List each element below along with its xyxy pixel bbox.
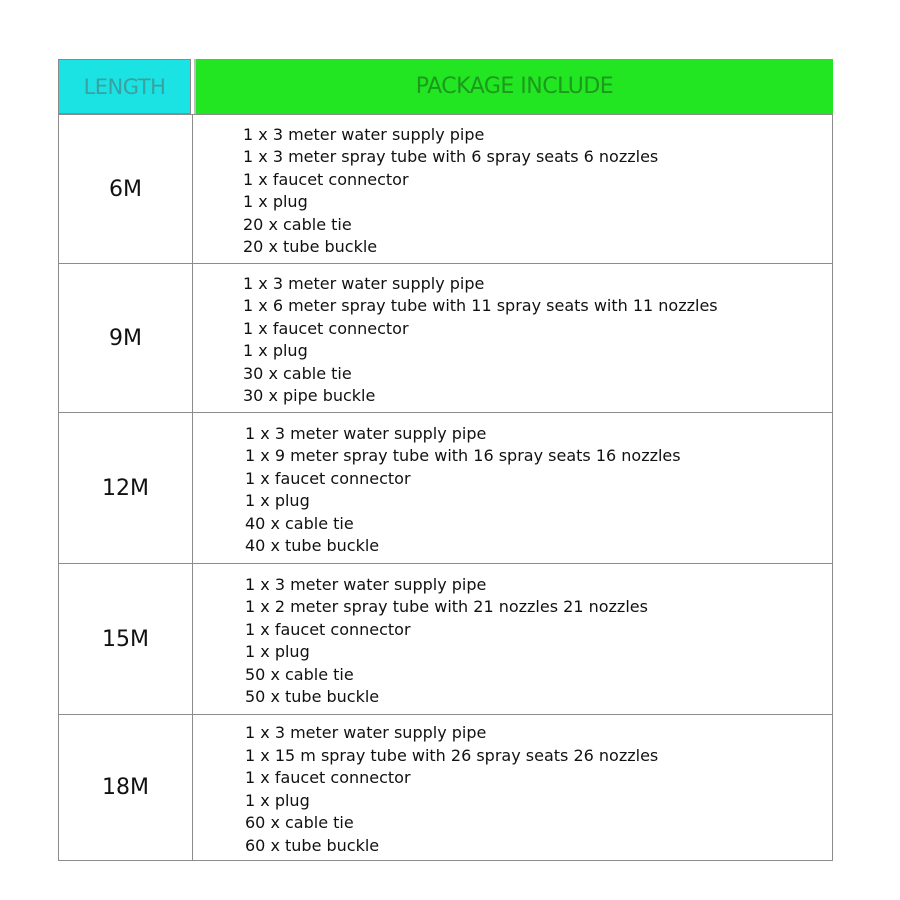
- table-row: [59, 115, 833, 264]
- length-header: [58, 59, 191, 114]
- list-item: 60 x tube buckle: [245, 835, 380, 855]
- list-item: 1 x plug: [245, 642, 310, 661]
- list-item: 1 x 3 meter water supply pipe: [245, 423, 487, 443]
- length-cell: 9M: [59, 264, 193, 413]
- package-table: [58, 59, 833, 861]
- list-item: 1 x faucet connector: [243, 318, 409, 338]
- list-item: 1 x plug: [243, 341, 308, 360]
- list-item: 40 x tube buckle: [245, 536, 380, 555]
- item-list: [245, 416, 832, 561]
- items-cell: [193, 715, 833, 861]
- list-item: 50 x cable tie: [245, 664, 354, 684]
- length-cell: 15M: [59, 564, 193, 715]
- package-header-label: PACKAGE INCLUDE: [415, 74, 614, 99]
- list-item: 1 x faucet connector: [245, 619, 411, 639]
- list-item: 1 x plug: [243, 192, 308, 211]
- table-row: [59, 264, 833, 413]
- list-item: 40 x cable tie: [245, 513, 354, 533]
- list-item: 1 x 9 meter spray tube with 16 spray seats 16 nozzles: [245, 446, 681, 465]
- list-item: 1 x 3 meter water supply pipe: [243, 273, 485, 293]
- item-list: [245, 715, 832, 860]
- item-list: [243, 266, 832, 411]
- package-header: [194, 59, 833, 114]
- list-item: 1 x faucet connector: [245, 768, 411, 787]
- list-item: 1 x 3 meter spray tube with 6 spray seats 6 nozzles: [243, 147, 659, 166]
- package-grid: [58, 114, 833, 861]
- list-item: 20 x tube buckle: [243, 237, 378, 256]
- list-item: 60 x cable tie: [245, 813, 354, 832]
- length-cell: 12M: [59, 413, 193, 564]
- list-item: 1 x 3 meter water supply pipe: [243, 124, 485, 144]
- item-list: [245, 567, 832, 712]
- list-item: 1 x faucet connector: [245, 468, 411, 488]
- items-cell: [193, 115, 833, 264]
- item-list: [243, 117, 832, 262]
- list-item: 1 x plug: [245, 790, 310, 810]
- list-item: 1 x 15 m spray tube with 26 spray seats 26 nozzles: [245, 745, 659, 765]
- list-item: 30 x cable tie: [243, 363, 352, 383]
- length-cell: 18M: [59, 715, 193, 861]
- list-item: 1 x 3 meter water supply pipe: [245, 574, 487, 594]
- list-item: 20 x cable tie: [243, 214, 352, 234]
- items-cell: [193, 264, 833, 413]
- items-cell: [193, 564, 833, 715]
- list-item: 1 x plug: [245, 491, 310, 510]
- list-item: 1 x faucet connector: [243, 169, 409, 189]
- table-row: [59, 564, 833, 715]
- list-item: 1 x 2 meter spray tube with 21 nozzles 21 nozzles: [245, 597, 648, 616]
- length-header-label: LENGTH: [83, 74, 166, 99]
- table-row: [59, 715, 833, 861]
- length-cell: 6M: [59, 115, 193, 264]
- table-row: [59, 413, 833, 564]
- list-item: 30 x pipe buckle: [243, 386, 376, 405]
- table-header: [58, 59, 833, 114]
- list-item: 1 x 3 meter water supply pipe: [245, 723, 487, 742]
- list-item: 50 x tube buckle: [245, 687, 380, 706]
- list-item: 1 x 6 meter spray tube with 11 spray seats with 11 nozzles: [243, 296, 718, 315]
- items-cell: [193, 413, 833, 564]
